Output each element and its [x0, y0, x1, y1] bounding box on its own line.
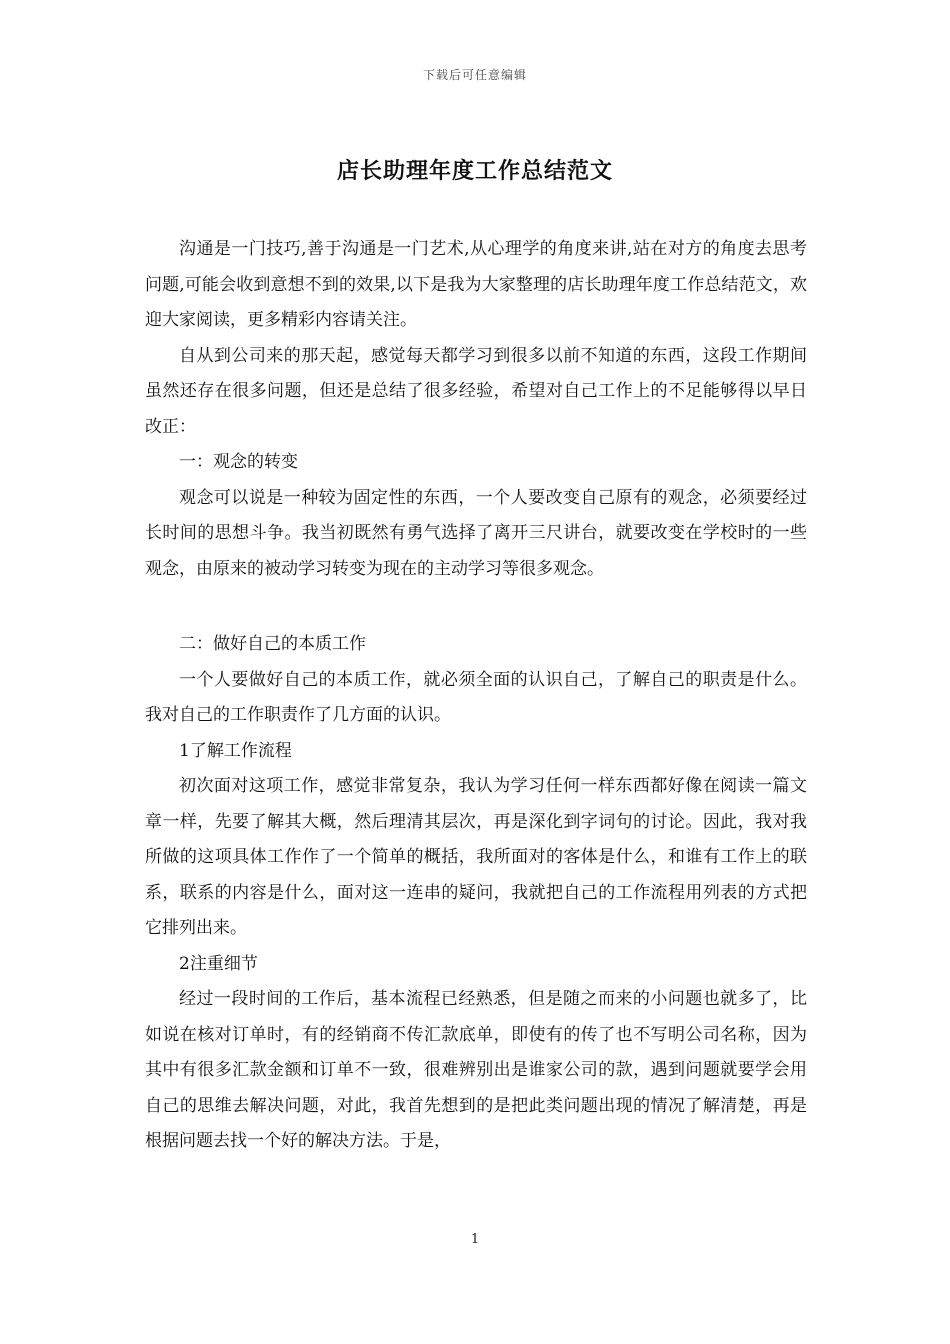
- document-body: [145, 232, 807, 1160]
- paragraph-intro: 沟通是一门技巧,善于沟通是一门艺术,从心理学的角度来讲,站在对方的角度去思考问题,可能会收到意想不到的效果,以下是我为大家整理的店长助理年度工作总结范文，欢迎大家阅读，更多精彩内容请关注。: [145, 239, 807, 330]
- subsection-heading-1: 1了解工作流程: [179, 740, 292, 761]
- header-note: 下载后可任意编辑: [422, 68, 527, 82]
- page-number: 1: [470, 1232, 480, 1247]
- section-heading-2: 二：做好自己的本质工作: [179, 634, 366, 654]
- paragraph-concept: 观念可以说是一种较为固定性的东西，一个人要改变自己原有的观念，必须要经过长时间的思想斗争。我当初既然有勇气选择了离开三尺讲台，就要改变在学校时的一些观念，由原来的被动学习转变为现在的主动学习等很多观念。: [145, 487, 807, 579]
- paragraph-opening: 自从到公司来的那天起，感觉每天都学习到很多以前不知道的东西，这段工作期间虽然还存在很多问题，但还是总结了很多经验，希望对自己工作上的不足能够得以早日改正：: [145, 345, 807, 437]
- section-heading-1: 一：观念的转变: [179, 452, 298, 472]
- paragraph-workflow: 初次面对这项工作，感觉非常复杂，我认为学习任何一样东西都好像在阅读一篇文章一样，先要了解其大概，然后理清其层次，再是深化到字词句的讨论。因此，我对我所做的这项具体工作作了一个简单的概括，我所面对的客体是什么，和谁有工作上的联系，联系的内容是什么，面对这一连串的疑问，我就把自己的工作流程用列表的方式把它排列出来。: [145, 776, 807, 938]
- paragraph-details: 经过一段时间的工作后，基本流程已经熟悉，但是随之而来的小问题也就多了，比如说在核对订单时，有的经销商不传汇款底单，即使有的传了也不写明公司名称，因为其中有很多汇款金额和订单不一致，很难辨别出是谁家公司的款，遇到问题就要学会用自己的思维去解决问题，对此，我首先想到的是把此类问题出现的情况了解清楚，再是根据问题去找一个好的解决方法。于是，: [145, 989, 807, 1151]
- paragraph-duty: 一个人要做好自己的本质工作，就必须全面的认识自己，了解自己的职责是什么。我对自己的工作职责作了几方面的认识。: [145, 669, 807, 725]
- document-title: 店长助理年度工作总结范文: [336, 158, 613, 184]
- subsection-heading-2: 2注重细节: [179, 953, 258, 974]
- paragraph-gap: [145, 587, 807, 627]
